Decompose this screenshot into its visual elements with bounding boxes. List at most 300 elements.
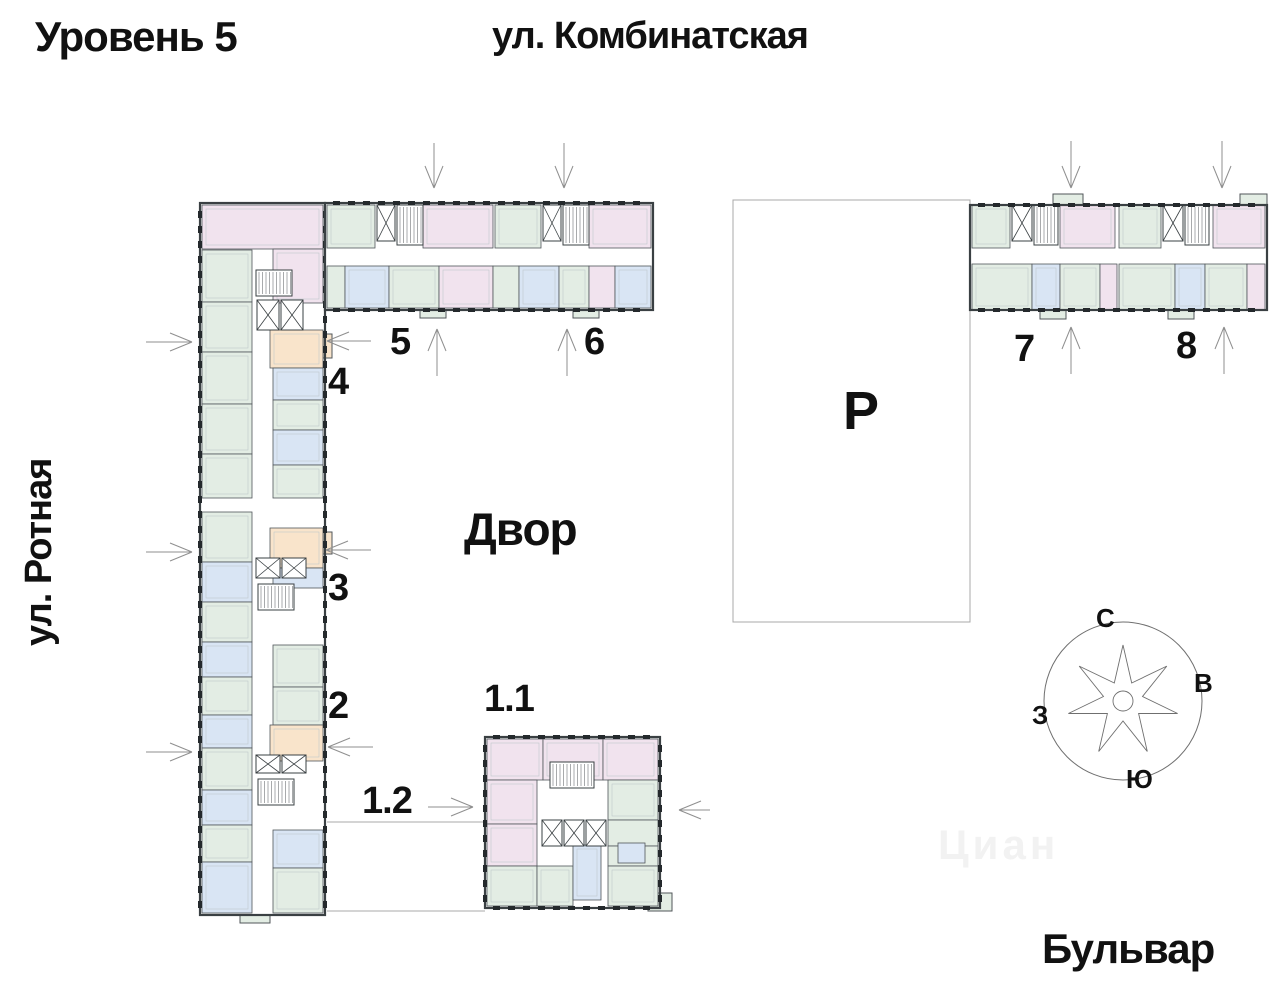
window-tick <box>198 661 202 668</box>
window-tick <box>1083 308 1090 312</box>
entrance-arrow <box>428 798 473 816</box>
apartment-unit <box>1213 205 1265 248</box>
apartment-unit <box>273 830 323 868</box>
window-tick <box>1188 308 1195 312</box>
apartment-unit <box>327 266 345 308</box>
window-tick <box>498 308 505 312</box>
section-label-2[interactable]: 2 <box>328 685 349 727</box>
apartment-unit <box>202 250 252 302</box>
entrance-arrow <box>1213 141 1231 188</box>
window-tick <box>493 906 500 910</box>
window-tick <box>323 451 327 458</box>
window-tick <box>538 735 545 739</box>
elevator-shaft <box>586 820 606 846</box>
window-tick <box>198 571 202 578</box>
window-tick <box>198 766 202 773</box>
window-tick <box>1248 203 1255 207</box>
window-tick <box>1203 203 1210 207</box>
window-tick <box>483 790 487 797</box>
elevator-shaft <box>543 205 561 241</box>
elevator-shaft <box>377 205 395 241</box>
window-tick <box>468 308 475 312</box>
entrance-arrow <box>428 329 446 376</box>
apartment-unit <box>493 266 519 308</box>
apartment-unit <box>487 866 537 906</box>
window-tick <box>588 201 595 205</box>
entrance-arrow <box>1062 327 1080 374</box>
apartment-unit <box>202 404 252 454</box>
window-tick <box>1053 203 1060 207</box>
window-tick <box>1218 308 1225 312</box>
stair-shaft <box>397 205 423 245</box>
window-tick <box>613 735 620 739</box>
compass-rose <box>1044 622 1202 780</box>
boulevard-label: Бульвар <box>1042 925 1215 972</box>
window-tick <box>1113 203 1120 207</box>
window-tick <box>198 346 202 353</box>
window-tick <box>568 906 575 910</box>
window-tick <box>198 331 202 338</box>
window-tick <box>1233 203 1240 207</box>
window-tick <box>588 308 595 312</box>
apartment-unit <box>439 266 493 308</box>
window-tick <box>198 676 202 683</box>
apartment-unit <box>273 465 323 498</box>
window-tick <box>658 760 662 767</box>
page-title: Уровень 5 <box>35 13 237 60</box>
window-tick <box>453 308 460 312</box>
window-tick <box>198 841 202 848</box>
window-tick <box>198 751 202 758</box>
apartment-unit <box>1247 264 1265 310</box>
stair-shaft <box>563 205 589 245</box>
window-tick <box>1038 308 1045 312</box>
apartment-unit <box>273 868 323 913</box>
entrance-arrow <box>326 541 371 559</box>
window-tick <box>323 601 327 608</box>
window-tick <box>198 286 202 293</box>
window-tick <box>1023 308 1030 312</box>
apartment-unit <box>202 302 252 352</box>
window-tick <box>198 451 202 458</box>
apartment-unit <box>603 739 658 780</box>
window-tick <box>658 745 662 752</box>
compass-east-label: В <box>1194 668 1213 698</box>
window-tick <box>483 820 487 827</box>
window-tick <box>323 646 327 653</box>
window-tick <box>1038 203 1045 207</box>
window-tick <box>1248 308 1255 312</box>
window-tick <box>323 316 327 323</box>
window-tick <box>378 308 385 312</box>
window-tick <box>198 811 202 818</box>
window-tick <box>198 736 202 743</box>
window-tick <box>198 226 202 233</box>
window-tick <box>198 481 202 488</box>
building-sections-2-3-4[interactable] <box>198 203 332 923</box>
apartment-unit <box>202 715 252 748</box>
window-tick <box>628 735 635 739</box>
stair-shaft <box>1034 205 1058 245</box>
window-tick <box>573 308 580 312</box>
window-tick <box>348 201 355 205</box>
window-tick <box>198 646 202 653</box>
window-tick <box>198 376 202 383</box>
window-tick <box>558 201 565 205</box>
window-tick <box>408 201 415 205</box>
apartment-unit <box>202 677 252 715</box>
window-tick <box>198 856 202 863</box>
compass-west-label: З <box>1032 700 1049 730</box>
apartment-unit <box>519 266 559 308</box>
apartment-unit <box>559 266 589 308</box>
apartment-unit <box>202 862 252 913</box>
apartment-unit <box>202 748 252 790</box>
window-tick <box>323 361 327 368</box>
window-tick <box>438 308 445 312</box>
apartment-unit <box>487 739 543 780</box>
window-tick <box>198 406 202 413</box>
window-tick <box>198 391 202 398</box>
apartment-unit <box>589 266 615 308</box>
window-tick <box>603 201 610 205</box>
window-tick <box>583 906 590 910</box>
window-tick <box>198 871 202 878</box>
window-tick <box>483 880 487 887</box>
window-tick <box>198 541 202 548</box>
window-tick <box>323 496 327 503</box>
window-tick <box>483 805 487 812</box>
window-tick <box>1188 203 1195 207</box>
window-tick <box>198 511 202 518</box>
window-tick <box>543 201 550 205</box>
window-tick <box>198 601 202 608</box>
apartment-unit <box>487 780 537 824</box>
window-tick <box>568 735 575 739</box>
apartment-unit <box>202 562 252 602</box>
apartment-unit <box>202 454 252 498</box>
window-tick <box>198 271 202 278</box>
window-tick <box>323 781 327 788</box>
apartment-unit <box>202 512 252 562</box>
window-tick <box>583 735 590 739</box>
window-tick <box>198 466 202 473</box>
window-tick <box>573 201 580 205</box>
entrance-arrow <box>425 143 443 188</box>
window-tick <box>1008 203 1015 207</box>
window-tick <box>558 308 565 312</box>
window-tick <box>323 886 327 893</box>
apartment-unit <box>327 205 375 248</box>
window-tick <box>323 691 327 698</box>
window-tick <box>513 201 520 205</box>
window-tick <box>1128 203 1135 207</box>
apartment-unit <box>618 843 645 863</box>
window-tick <box>198 421 202 428</box>
window-tick <box>1173 203 1180 207</box>
window-tick <box>198 901 202 908</box>
window-tick <box>1218 203 1225 207</box>
apartment-unit <box>389 266 439 308</box>
window-tick <box>1203 308 1210 312</box>
window-tick <box>323 391 327 398</box>
stair-shaft <box>550 762 594 788</box>
compass-hub <box>1113 691 1133 711</box>
window-tick <box>363 201 370 205</box>
elevator-shaft <box>256 558 280 578</box>
window-tick <box>198 526 202 533</box>
apartment-unit <box>273 368 323 400</box>
window-tick <box>658 820 662 827</box>
entrance-arrow <box>558 329 576 376</box>
window-tick <box>658 865 662 872</box>
window-tick <box>978 308 985 312</box>
window-tick <box>198 556 202 563</box>
watermark: Циан <box>938 821 1060 868</box>
window-tick <box>323 631 327 638</box>
apartment-unit <box>537 866 573 906</box>
window-tick <box>483 745 487 752</box>
apartment-unit <box>1205 264 1247 310</box>
window-tick <box>323 811 327 818</box>
window-tick <box>658 880 662 887</box>
entrance-arrow <box>555 143 573 188</box>
window-tick <box>198 631 202 638</box>
section-label-6[interactable]: 6 <box>584 321 605 363</box>
street-label-rotnaya: ул. Ротная <box>18 458 60 646</box>
window-tick <box>1083 203 1090 207</box>
window-tick <box>198 781 202 788</box>
stair-shaft <box>1185 205 1209 245</box>
window-tick <box>198 586 202 593</box>
section-label-1-2[interactable]: 1.2 <box>362 780 412 822</box>
window-tick <box>523 906 530 910</box>
window-tick <box>658 850 662 857</box>
elevator-shaft <box>256 755 280 773</box>
entrance-arrow <box>146 743 192 761</box>
balcony-bump <box>240 915 270 923</box>
apartment-unit <box>423 205 493 248</box>
window-tick <box>658 835 662 842</box>
entrance-arrow <box>679 801 710 819</box>
window-tick <box>323 826 327 833</box>
window-tick <box>323 541 327 548</box>
entrance-arrow <box>146 333 192 351</box>
window-tick <box>1068 203 1075 207</box>
window-tick <box>483 895 487 902</box>
window-tick <box>658 790 662 797</box>
section-label-5[interactable]: 5 <box>390 321 411 363</box>
apartment-unit <box>202 205 323 249</box>
window-tick <box>483 850 487 857</box>
window-tick <box>498 201 505 205</box>
window-tick <box>323 421 327 428</box>
window-tick <box>323 406 327 413</box>
window-tick <box>198 211 202 218</box>
window-tick <box>323 331 327 338</box>
window-tick <box>993 203 1000 207</box>
apartment-unit <box>1175 264 1205 310</box>
window-tick <box>603 308 610 312</box>
window-tick <box>508 735 515 739</box>
entrance-arrow <box>327 332 371 350</box>
compass-south-label: Ю <box>1126 764 1153 794</box>
window-tick <box>618 201 625 205</box>
window-tick <box>628 906 635 910</box>
window-tick <box>198 361 202 368</box>
window-tick <box>493 735 500 739</box>
window-tick <box>1113 308 1120 312</box>
window-tick <box>393 308 400 312</box>
window-tick <box>323 436 327 443</box>
window-tick <box>523 735 530 739</box>
window-tick <box>198 436 202 443</box>
window-tick <box>198 256 202 263</box>
apartment-unit <box>1100 264 1117 310</box>
elevator-shaft <box>282 755 306 773</box>
window-tick <box>1128 308 1135 312</box>
window-tick <box>1143 203 1150 207</box>
parking-label: Р <box>843 381 879 441</box>
apartment-unit <box>202 352 252 404</box>
window-tick <box>618 308 625 312</box>
window-tick <box>508 906 515 910</box>
window-tick <box>598 906 605 910</box>
apartment-unit <box>495 205 541 248</box>
window-tick <box>198 721 202 728</box>
section-label-3[interactable]: 3 <box>328 567 349 609</box>
window-tick <box>438 201 445 205</box>
window-tick <box>323 901 327 908</box>
window-tick <box>1023 203 1030 207</box>
apartment-unit <box>273 645 323 687</box>
window-tick <box>198 691 202 698</box>
apartment-unit <box>202 602 252 642</box>
window-tick <box>393 201 400 205</box>
window-tick <box>323 526 327 533</box>
elevator-shaft <box>282 558 306 578</box>
window-tick <box>323 586 327 593</box>
building-section-1-1[interactable] <box>483 735 672 911</box>
window-tick <box>993 308 1000 312</box>
window-tick <box>198 706 202 713</box>
window-tick <box>633 308 640 312</box>
window-tick <box>323 376 327 383</box>
window-tick <box>468 201 475 205</box>
window-tick <box>643 735 650 739</box>
window-tick <box>323 751 327 758</box>
window-tick <box>483 760 487 767</box>
stair-shaft <box>258 779 294 805</box>
window-tick <box>323 676 327 683</box>
window-tick <box>1143 308 1150 312</box>
window-tick <box>1068 308 1075 312</box>
window-tick <box>483 835 487 842</box>
apartment-unit <box>1119 264 1175 310</box>
window-tick <box>323 346 327 353</box>
elevator-shaft <box>1163 205 1183 241</box>
window-tick <box>528 308 535 312</box>
compass-north-label: С <box>1096 603 1115 633</box>
courtyard-label: Двор <box>464 503 577 555</box>
apartment-unit <box>345 266 389 308</box>
window-tick <box>1098 308 1105 312</box>
window-tick <box>323 841 327 848</box>
building-sections-5-6[interactable] <box>325 201 653 318</box>
window-tick <box>323 766 327 773</box>
entrance-arrow <box>1062 141 1080 188</box>
apartment-unit <box>487 824 537 866</box>
window-tick <box>198 796 202 803</box>
entrance-arrow <box>1215 327 1233 374</box>
window-tick <box>528 201 535 205</box>
apartment-unit <box>972 205 1010 248</box>
window-tick <box>658 775 662 782</box>
section-label-8[interactable]: 8 <box>1176 325 1197 367</box>
section-label-1-1[interactable]: 1.1 <box>484 678 534 720</box>
apartment-unit <box>608 820 658 846</box>
window-tick <box>323 856 327 863</box>
window-tick <box>323 661 327 668</box>
elevator-shaft <box>1012 205 1032 241</box>
window-tick <box>408 308 415 312</box>
window-tick <box>453 201 460 205</box>
window-tick <box>423 308 430 312</box>
window-tick <box>333 308 340 312</box>
window-tick <box>323 466 327 473</box>
window-tick <box>323 871 327 878</box>
window-tick <box>333 201 340 205</box>
window-tick <box>483 308 490 312</box>
section-label-7[interactable]: 7 <box>1014 328 1035 370</box>
window-tick <box>198 616 202 623</box>
window-tick <box>658 895 662 902</box>
apartment-unit <box>273 400 323 430</box>
apartment-unit <box>273 430 323 465</box>
window-tick <box>198 886 202 893</box>
stair-shaft <box>258 584 294 610</box>
window-tick <box>483 201 490 205</box>
window-tick <box>323 706 327 713</box>
street-label-kombinatskaya: ул. Комбинатская <box>492 15 808 57</box>
apartment-unit <box>1119 205 1161 248</box>
window-tick <box>198 316 202 323</box>
window-tick <box>1008 308 1015 312</box>
window-tick <box>323 736 327 743</box>
window-tick <box>423 201 430 205</box>
window-tick <box>323 571 327 578</box>
apartment-unit <box>1060 205 1115 248</box>
section-label-4[interactable]: 4 <box>328 361 349 403</box>
window-tick <box>483 865 487 872</box>
apartment-unit <box>202 642 252 677</box>
building-sections-7-8[interactable] <box>970 194 1267 319</box>
apartment-unit <box>615 266 651 308</box>
window-tick <box>978 203 985 207</box>
window-tick <box>323 721 327 728</box>
apartment-unit <box>270 330 323 368</box>
window-tick <box>513 308 520 312</box>
window-tick <box>553 735 560 739</box>
window-tick <box>348 308 355 312</box>
window-tick <box>323 616 327 623</box>
window-tick <box>1158 203 1165 207</box>
apartment-unit <box>273 687 323 725</box>
window-tick <box>658 805 662 812</box>
entrance-arrow <box>146 543 192 561</box>
stair-shaft <box>256 270 292 296</box>
window-tick <box>198 826 202 833</box>
